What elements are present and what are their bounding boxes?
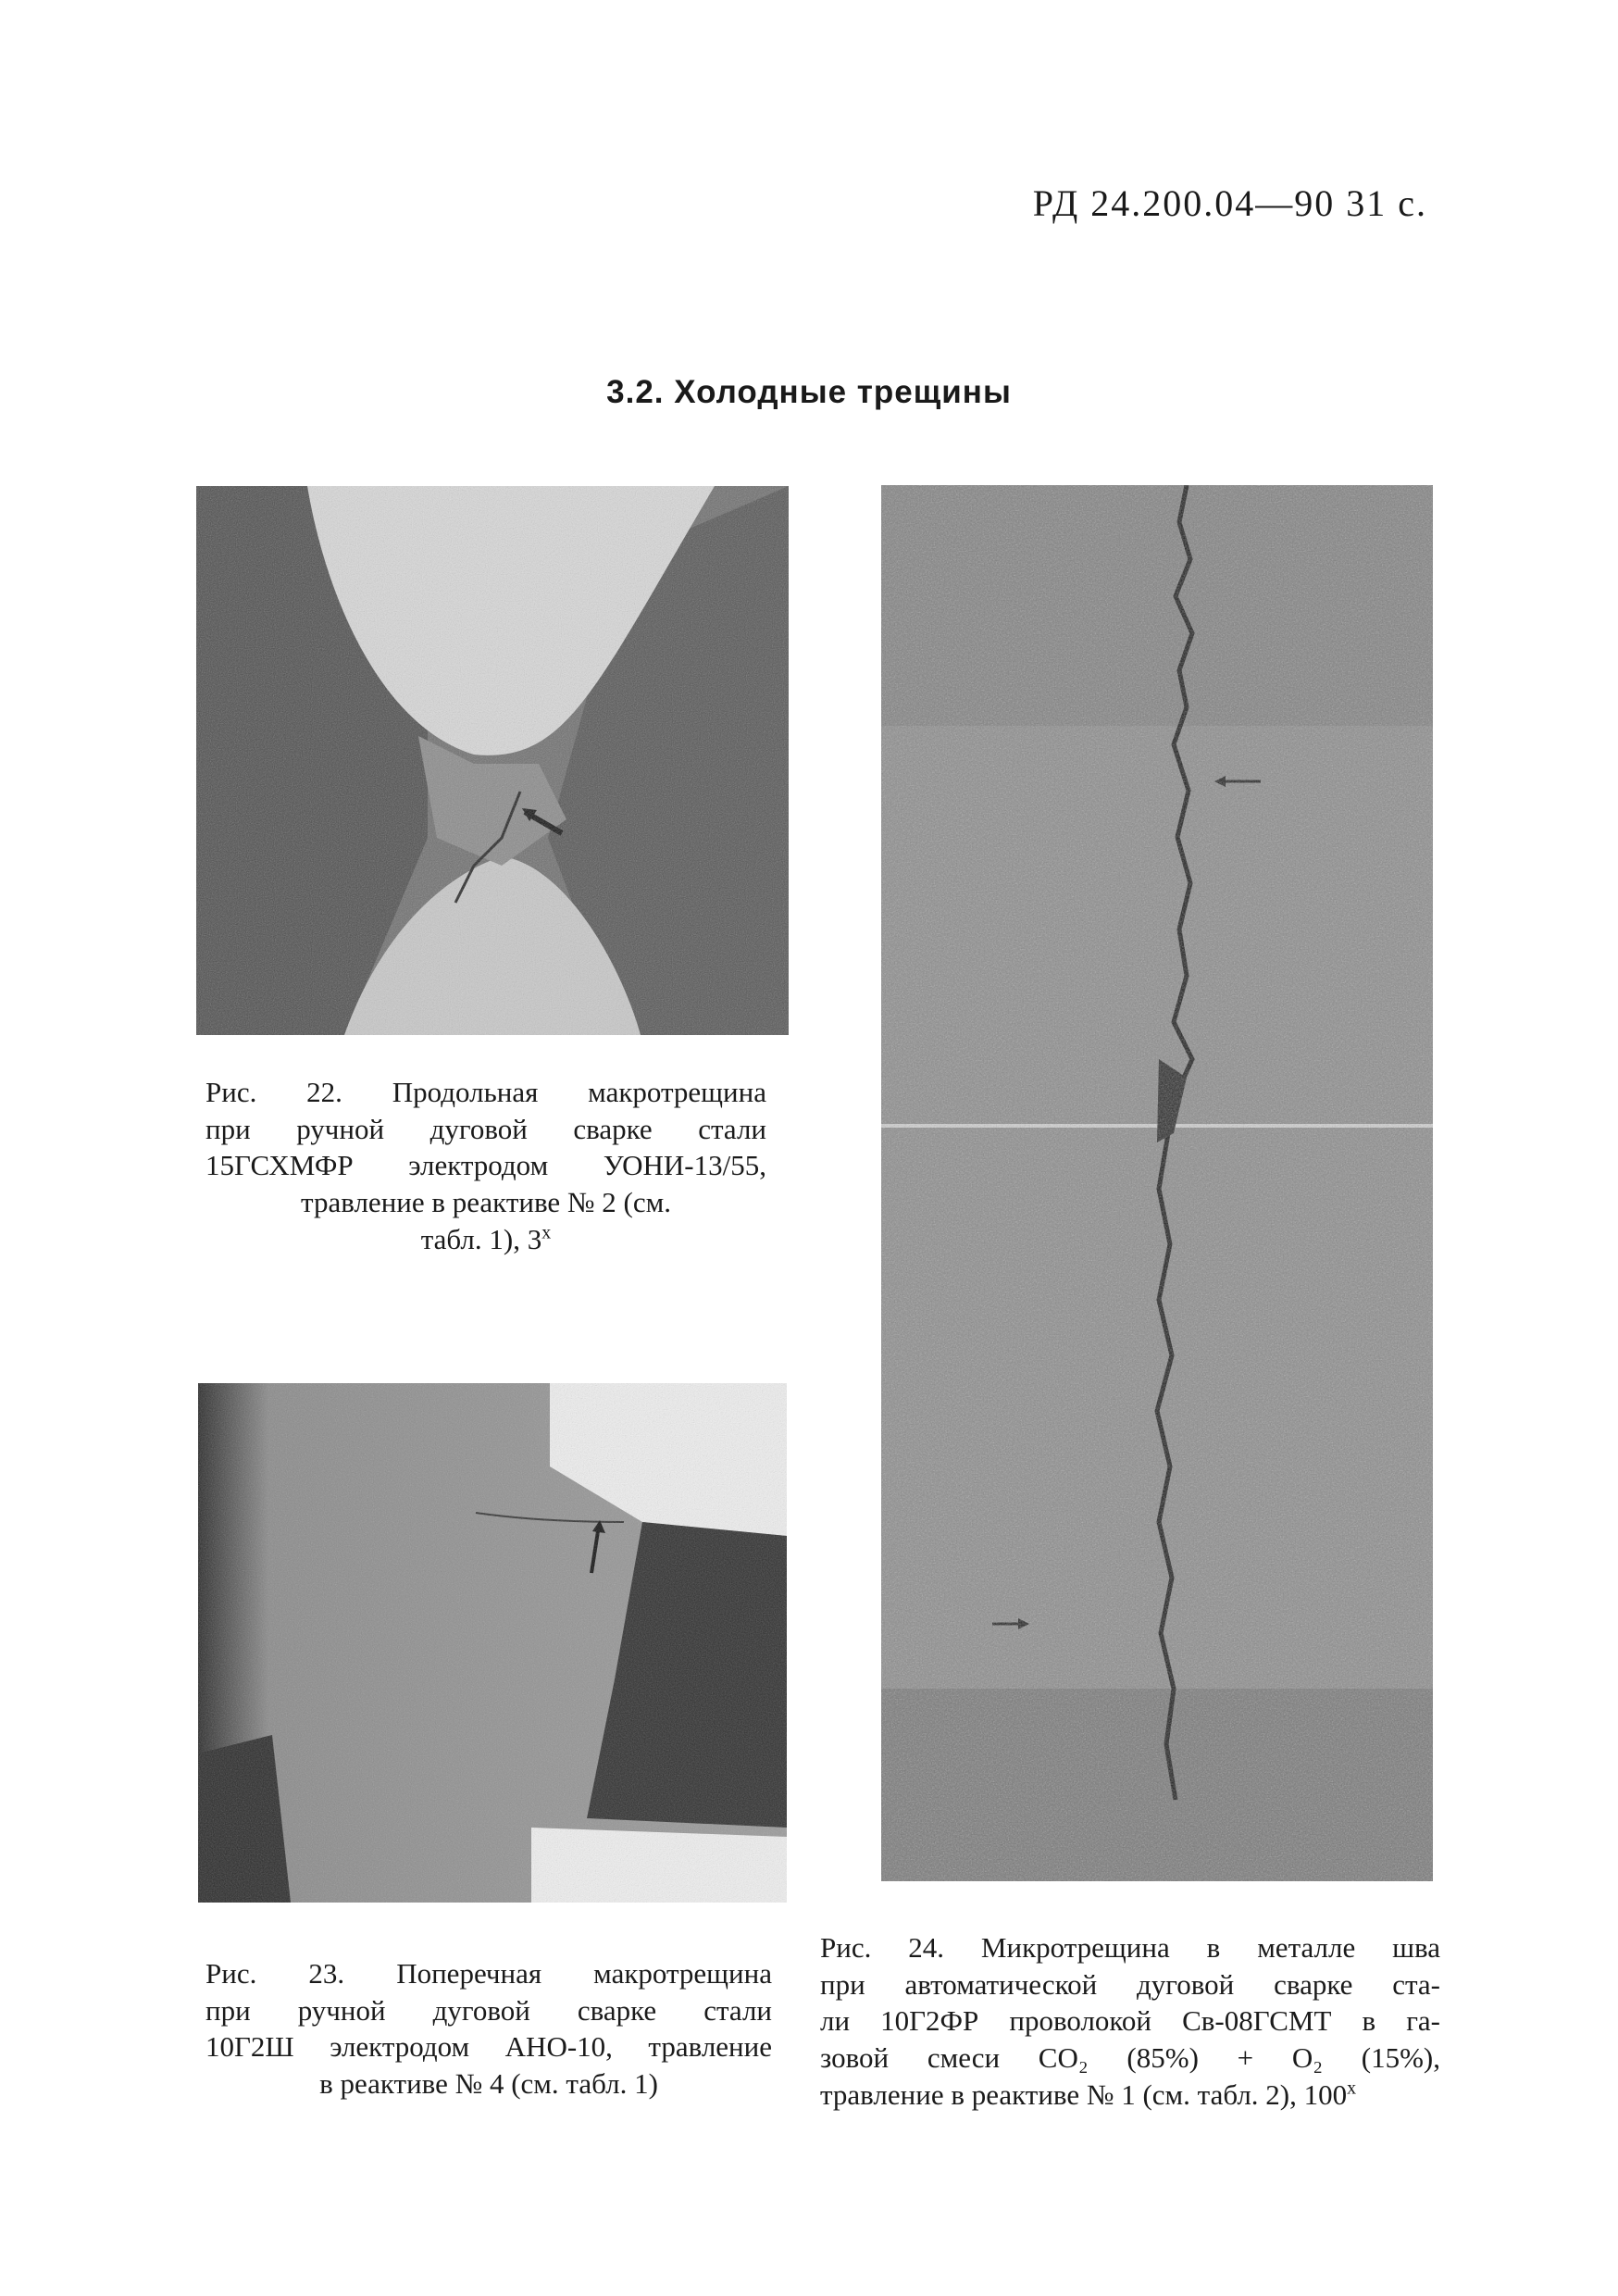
document-code-header: РД 24.200.04—90 31 с. xyxy=(1032,182,1427,224)
figure-22-caption xyxy=(205,1074,766,1257)
caption-line: при ручной дуговой сварке стали xyxy=(205,1112,766,1145)
caption-line: 10Г2Ш электродом АНО-10, травление xyxy=(205,2030,772,2064)
figure-23-caption xyxy=(205,1955,772,2103)
caption-text: табл. 1), 3 xyxy=(420,1222,542,1255)
magnification-mark: x xyxy=(1347,2078,1357,2099)
figure-24-caption xyxy=(820,1929,1440,2113)
figure-22-photo xyxy=(196,486,789,1035)
caption-line: Рис. 24. Микротрещина в металле шва xyxy=(820,1931,1440,1964)
figure-24-photo xyxy=(881,485,1433,1881)
caption-line: при ручной дуговой сварке стали xyxy=(205,1993,772,2027)
figure-23-photo xyxy=(198,1383,787,1903)
caption-line xyxy=(205,1221,766,1258)
caption-line: в реактиве № 4 (см. табл. 1) xyxy=(319,2067,658,2101)
caption-line: при автоматической дуговой сварке ста- xyxy=(820,1967,1440,2001)
caption-text: травление в реактиве № 1 (см. табл. 2), 100 xyxy=(820,2078,1348,2111)
caption-line: зовой смеси CO₂ (85%) + O₂ (15%), xyxy=(820,2041,1440,2075)
caption-line: Рис. 23. Поперечная макротрещина xyxy=(205,1957,772,1990)
caption-line: 15ГСХМФР электродом УОНИ-13/55, xyxy=(205,1149,766,1182)
caption-line xyxy=(820,2077,1440,2114)
caption-line: Рис. 22. Продольная макротрещина xyxy=(205,1076,766,1108)
magnification-mark: x xyxy=(541,1222,552,1243)
section-title: 3.2. Холодные трещины xyxy=(606,374,1012,410)
caption-line: ли 10Г2ФР проволокой Св-08ГСМТ в га- xyxy=(820,2004,1440,2038)
caption-line: травление в реактиве № 2 (см. xyxy=(301,1186,671,1219)
